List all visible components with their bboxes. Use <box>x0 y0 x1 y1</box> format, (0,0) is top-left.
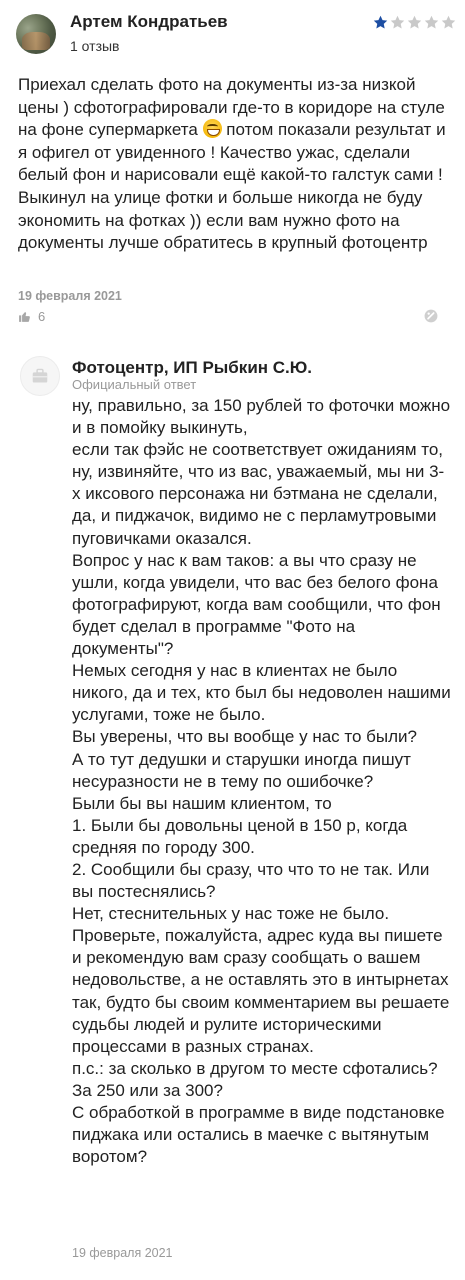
more-icon[interactable] <box>424 309 438 323</box>
thumb-up-icon <box>18 310 31 323</box>
star-filled-icon <box>372 14 389 31</box>
author-review-count: 1 отзыв <box>70 38 120 54</box>
star-empty-icon <box>406 14 423 31</box>
star-empty-icon <box>423 14 440 31</box>
author-avatar[interactable] <box>16 14 56 54</box>
official-reply-label: Официальный ответ <box>72 377 197 392</box>
author-name[interactable]: Артем Кондратьев <box>70 12 228 31</box>
like-button[interactable] <box>18 309 45 324</box>
reply-author-name[interactable]: Фотоцентр, ИП Рыбкин С.Ю. <box>72 358 313 377</box>
review-text-part-2: потом показали результат и я офигел от увиденного ! Качество ужас, сделали белый фон и нарисовали ещё какой-то галстук сами ! Выкинул на улице фотки и больше никогда не буду экономить на фотках )) если вам нужно фото на документы лучше обратитесь в крупный фотоцентр <box>18 120 446 253</box>
reply-text: ну, правильно, за 150 рублей то фоточки можно и в помойку выкинуть, если так фэйс не соответствует ожиданиям то, ну, извиняйте, что из вас, уважаемый, мы ни 3-х иксового персонажа ни бэтмана не сделали, да, и пиджачок, видимо не с перламутровыми пуговичками оказался. Вопрос у нас к вам таков: а вы что сразу не ушли, когда увидели, что вас без белого фона фотографируют, когда вам сообщили, что фон будет сделал в программе "Фото на документы"? Немых сегодня у нас в клиентах не было никого, да и тех, кто был бы недоволен нашими услугами, тоже не было. Вы уверены, что вы вообще у нас то были? А то тут дедушки и старушки иногда пишут несуразности не в тему по ошибочке? Были бы вы нашим клиентом, то 1. Были бы довольны ценой в 150 р, когда средняя по городу 300. 2. Сообщили бы сразу, что что то не так. Или вы постеснялись? Нет, стеснительных у нас тоже не было. Проверьте, пожалуйста, адрес куда вы пишете и рекомендую вам сразу сообщать о вашем недовольстве, а не оставлять это в интырнетах так, будто бы своим комментарием вы решаете судьбы людей и рулите историческими процессами в разных странах. п.с.: за сколько в другом то месте сфотались? За 250 или за 300? С обработкой в программе в виде подстановке пиджака или остались в маечке с вытянутым воротом? <box>72 396 451 1167</box>
reply-date: 19 февраля 2021 <box>72 1246 173 1260</box>
briefcase-icon <box>31 368 49 384</box>
star-empty-icon <box>389 14 406 31</box>
grinning-face-emoji <box>203 119 222 138</box>
like-count: 6 <box>38 309 46 324</box>
rating-stars <box>372 14 457 31</box>
business-avatar <box>20 356 60 396</box>
star-empty-icon <box>440 14 457 31</box>
review-text-part-1: Приехал сделать фото на документы из-за низкой цены ) сфотографировали где-то в коридоре на стуле на фоне супермаркета <box>18 75 445 140</box>
review-text <box>18 74 448 255</box>
review-date: 19 февраля 2021 <box>18 289 122 303</box>
